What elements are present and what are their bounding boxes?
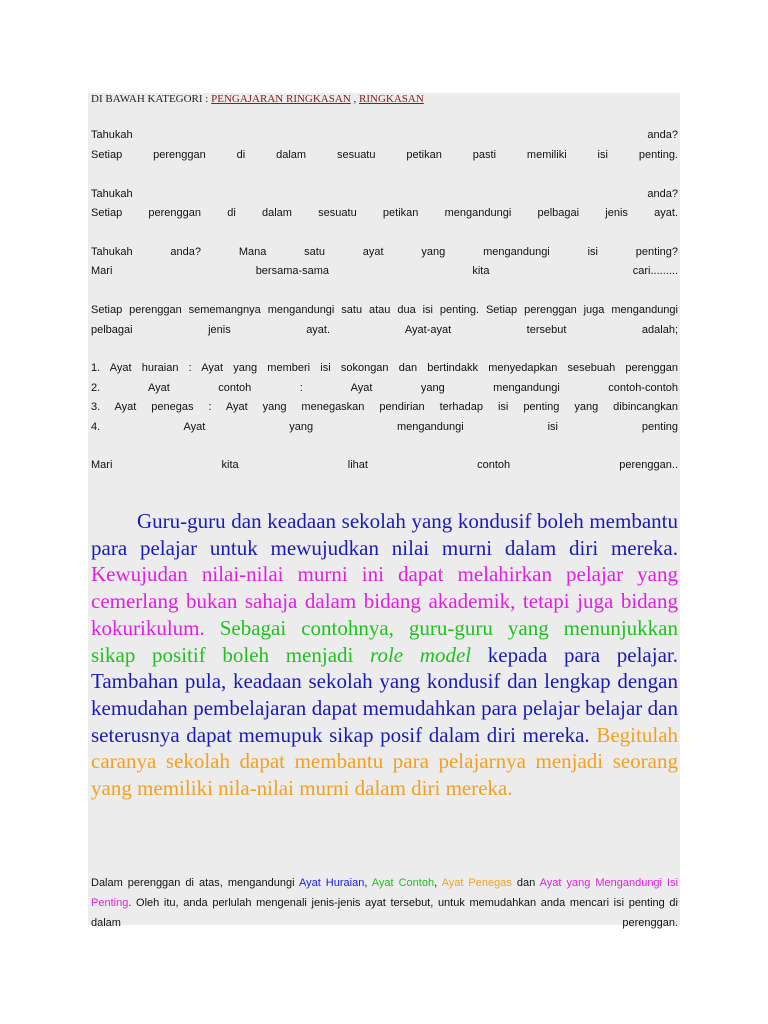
example-sentence-c: kepada para pelajar. (471, 642, 678, 667)
category-line (91, 93, 424, 105)
category-link-ringkasan[interactable]: RINGKASAN (359, 93, 424, 105)
list-item: 4. Ayat yang mengandungi isi penting (91, 421, 678, 433)
example-sentence-a: Sebagai contohnya, guru-guru yang menunjukkan sikap positif boleh menjadi (91, 615, 678, 667)
closing-text: , (434, 877, 442, 889)
intro-line: Setiap perenggan di dalam sesuatu petikan pasti memiliki isi penting. (91, 149, 678, 161)
closing-text: dan (511, 877, 540, 889)
keyword-ayat-isi-penting: Ayat yang Mengandungi Isi Penting (91, 877, 679, 909)
intro-line: Tahukah anda? (91, 129, 678, 141)
intro-line: Mari kita lihat contoh perenggan.. (91, 459, 678, 471)
list-item: 1. Ayat huraian : Ayat yang memberi isi sokongan dan bertindakk menyedapkan sesebuah perenggan (91, 362, 678, 374)
closing-text: , (364, 877, 372, 889)
elaboration-sentence: Kewujudan nilai-nilai murni ini dapat melahirkan pelajar yang cemerlang bukan sahaja dalam bidang akademik, tetapi juga bidang kokurikulum. (91, 562, 678, 640)
list-item: 2. Ayat contoh : Ayat yang mengandungi contoh-contoh (91, 382, 678, 394)
main-idea-sentence: Guru-guru dan keadaan sekolah yang kondusif boleh membantu para pelajar untuk mewujudkan nilai murni dalam diri mereka. (91, 509, 678, 560)
intro-line: pelbagai jenis ayat. Ayat-ayat tersebut adalah; (91, 324, 678, 336)
category-prefix: DI BAWAH KATEGORI : (91, 93, 212, 105)
keyword-ayat-huraian: Ayat Huraian (298, 877, 365, 889)
category-link-pengajaran-ringkasan[interactable]: PENGAJARAN RINGKASAN (211, 93, 351, 105)
list-item: 3. Ayat penegas : Ayat yang menegaskan pendirian terhadap isi penting yang dibincangkan (91, 401, 678, 413)
example-sentence-italic: role model (370, 642, 472, 667)
intro-line: Setiap perenggan di dalam sesuatu petikan mengandungi pelbagai jenis ayat. (91, 207, 678, 219)
keyword-ayat-contoh: Ayat Contoh (371, 877, 435, 889)
closing-paragraph (91, 873, 678, 933)
emphasis-sentence: Begitulah caranya sekolah dapat membantu para pelajarnya menjadi seorang yang memiliki nila-nilai murni dalam diri mereka. (91, 722, 679, 801)
intro-line: Tahukah anda? (91, 188, 678, 200)
intro-line: Tahukah anda? Mana satu ayat yang mengandungi isi penting? (91, 246, 678, 258)
intro-line: Setiap perenggan sememangnya mengandungi satu atau dua isi penting. Setiap perenggan juga mengandungi (91, 304, 678, 316)
closing-text: . Oleh itu, anda perlulah mengenali jenis-jenis ayat tersebut, untuk memudahkan anda mencari isi penting di dalam perenggan. (91, 897, 678, 929)
support-sentence: Tambahan pula, keadaan sekolah yang kondusif dan lengkap dengan kemudahan pembelajaran dapat memudahkan para pelajar belajar dan seterusnya dapat memupuk sikap posif dalam diri mereka. (91, 669, 678, 747)
intro-line: Mari bersama-sama kita cari......... (91, 265, 678, 277)
closing-text: Dalam perenggan di atas, mengandungi (91, 877, 299, 889)
keyword-ayat-penegas: Ayat Penegas (441, 877, 512, 889)
example-paragraph (91, 508, 678, 802)
category-separator: , (350, 93, 360, 105)
